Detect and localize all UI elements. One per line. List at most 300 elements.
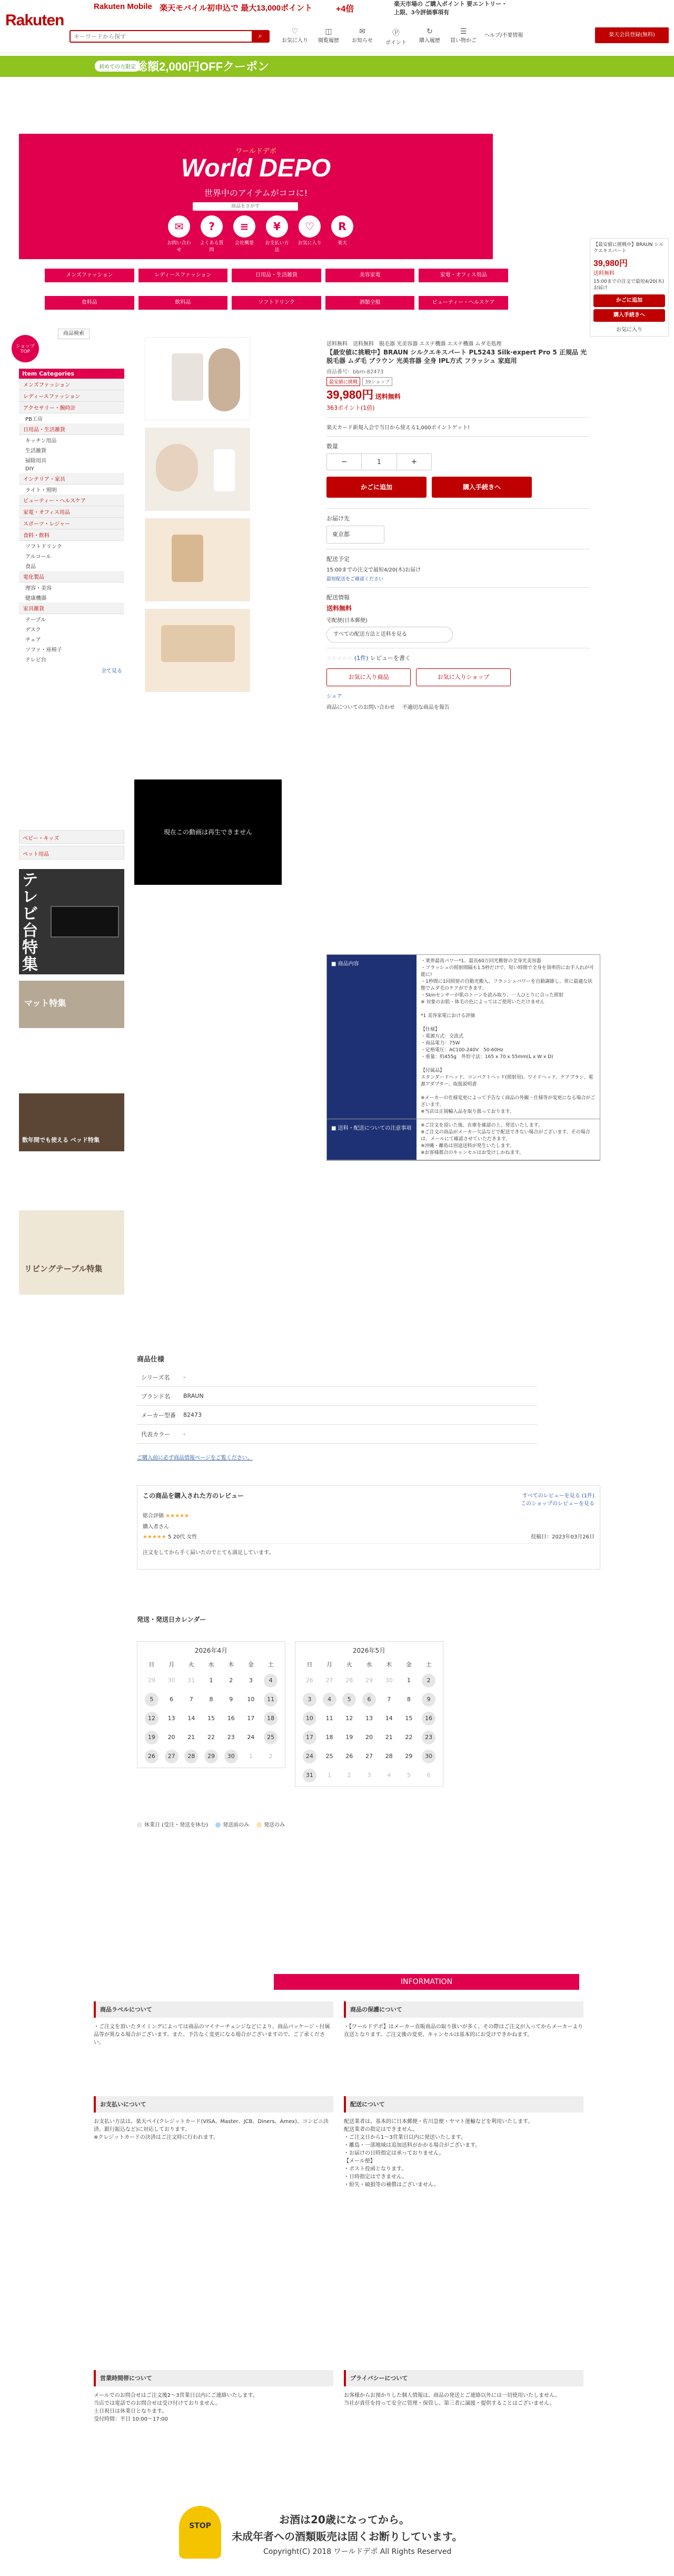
header-nav-label: 購入履歴	[419, 38, 440, 44]
sidebar-item[interactable]: キッチン用品	[25, 438, 57, 444]
sticky-purchase-box	[590, 238, 669, 337]
sidebar	[19, 369, 124, 676]
info-box-title: 配送について	[344, 2096, 583, 2113]
calendar-day: 11	[264, 1693, 277, 1706]
header-nav-item[interactable]	[380, 27, 412, 46]
calendar-day: 27	[325, 1677, 333, 1684]
delivery-text: 15:00までの注文で最短4/20(木)お届け	[326, 567, 421, 573]
buy-now-button[interactable]: 購入手続きへ	[432, 477, 532, 498]
header-nav-label: 閲覧履歴	[318, 38, 339, 44]
product-image-3[interactable]	[145, 518, 250, 601]
overall-label: 総合評価	[143, 1513, 164, 1519]
category-button[interactable]: 日用品・生活雑貨	[232, 269, 321, 282]
tv-stand-text: テレビ台特集	[22, 872, 38, 973]
shop-top-badge[interactable]: ショップ TOP	[12, 335, 39, 362]
calendar-day: 5	[342, 1693, 356, 1706]
calendar-day: 1	[328, 1772, 332, 1779]
product-points: 363ポイント(1倍)	[326, 404, 375, 411]
info-box	[94, 2096, 333, 2141]
calendar-day: 26	[145, 1750, 158, 1763]
sidebar-item[interactable]: 生活雑貨	[25, 448, 46, 454]
sidebar-group[interactable]: 食料・飲料	[19, 529, 124, 541]
plus-icon[interactable]: +	[411, 458, 418, 466]
calendar-day: 18	[264, 1712, 277, 1725]
sidebar-item[interactable]: ライト・照明	[25, 488, 57, 494]
banner-icon-label: お問い合わせ	[167, 241, 191, 253]
header-nav-icon: ☰	[460, 27, 467, 36]
banner-search[interactable]: 商品をさがす	[193, 202, 298, 211]
calendar-day: 3	[303, 1693, 316, 1706]
region-label: お届け先	[326, 515, 350, 522]
review-title: この商品を購入された方のレビュー	[143, 1492, 244, 1499]
info-box-text: メールでのお問合せはご注文後2〜3営業日以内にご連絡いたします。 当店では電話でのお問合せは受け付けておりません。 土日祝日は休業日となります。 受付時間：平日 10:00〜17:00	[94, 2393, 258, 2422]
calendar-weekday: 金	[405, 1661, 412, 1668]
info-box	[344, 2096, 583, 2189]
legend-label: 発送のみ	[263, 1822, 285, 1828]
calendar-day: 29	[405, 1753, 413, 1760]
search-icon[interactable]: ⌕	[252, 31, 269, 42]
banner-icon: ?	[201, 215, 223, 238]
calendar-day: 9	[229, 1696, 233, 1703]
calendar-day: 10	[247, 1696, 255, 1703]
info-box-text: お支払い方法は、楽天ペイ(クレジットカード(VISA、Master、JCB、Diners、Amex)、コンビニ決済、銀行振込など)に対応しております。 ※クレジットカードの決済はご注文時に行われます。	[94, 2119, 329, 2140]
calendar-day: 28	[184, 1750, 198, 1763]
category-button[interactable]: メンズファッション	[45, 269, 134, 282]
calendar-day: 5	[407, 1772, 411, 1779]
calendar-day: 8	[407, 1696, 411, 1703]
description-key: ■ 商品内容	[327, 955, 417, 1119]
calendar-day: 22	[207, 1734, 215, 1741]
product-price: 39,980円	[326, 388, 374, 401]
calendar-day: 12	[145, 1712, 158, 1725]
legend-swatch	[215, 1822, 221, 1828]
review-rating: 5	[168, 1534, 172, 1540]
calendar-day: 25	[325, 1753, 333, 1760]
calendar-weekday: 日	[148, 1661, 155, 1668]
calendar-day: 2	[347, 1772, 351, 1779]
description-row	[327, 955, 600, 1119]
spec-key: メーカー型番	[141, 1412, 176, 1419]
living-table-banner[interactable]	[19, 1210, 124, 1295]
product-image-1[interactable]	[145, 337, 250, 420]
category-button[interactable]: 美容家電	[325, 269, 415, 282]
calendar-day: 6	[362, 1693, 376, 1706]
calendar-day: 30	[167, 1677, 175, 1684]
top-header	[0, 0, 674, 46]
calendar-day: 19	[345, 1734, 353, 1741]
product-breadcrumb[interactable]: 送料無料 送料無料 脱毛器 光美容器 エステ機器 エステ機器 ムダ毛処理	[326, 341, 502, 347]
tv-stand-banner[interactable]	[19, 869, 124, 974]
sidebar-item[interactable]: PB工房	[25, 417, 43, 422]
calendar-day: 23	[422, 1731, 435, 1744]
header-nav-label: 買い物かご	[450, 38, 477, 44]
banner-icon-item[interactable]	[166, 215, 192, 253]
calendar-day: 28	[345, 1677, 353, 1684]
banner-icon-label: 会社概要	[234, 241, 254, 246]
spec-key: ブランド名	[141, 1393, 170, 1400]
sticky-price: 39,980円	[593, 259, 628, 268]
search-input[interactable]	[71, 31, 250, 42]
calendar-day: 17	[303, 1731, 316, 1744]
calendar-day: 30	[385, 1677, 393, 1684]
product-image-2[interactable]	[145, 428, 250, 511]
calendar-day: 10	[303, 1712, 316, 1725]
banner-icon: ♡	[299, 215, 321, 238]
category-row-1	[45, 269, 508, 282]
calendar-day: 21	[385, 1734, 393, 1741]
sidebar-group[interactable]: 日用品・生活雑貨	[19, 423, 124, 435]
calendar-day: 12	[345, 1715, 353, 1722]
sidebar-item[interactable]: チェア	[25, 637, 41, 643]
review-date: 投稿日：2023年03月26日	[531, 1534, 594, 1540]
banner-icon-item[interactable]	[330, 215, 355, 253]
calendar-day: 2	[269, 1753, 273, 1760]
banner-icon-label: お支払い方法	[265, 241, 289, 253]
search-bar	[70, 30, 270, 43]
sidebar-item[interactable]: 掃除用具	[25, 458, 46, 464]
category-button[interactable]: 食料品	[45, 296, 134, 310]
calendar-day: 7	[189, 1696, 193, 1703]
shipping-calendar	[137, 1615, 537, 1878]
spec-row	[137, 1368, 537, 1387]
quantity-value[interactable]: 1	[361, 454, 397, 470]
review-age: 20代 女性	[173, 1534, 197, 1540]
info-box-title: プライバシーについて	[344, 2370, 583, 2386]
calendar-weekday: 土	[267, 1661, 274, 1668]
spec-value: 82473	[183, 1412, 202, 1418]
calendar-weekday: 水	[208, 1661, 214, 1668]
calendar-weekday: 土	[425, 1661, 432, 1668]
calendar-weekday: 火	[188, 1661, 194, 1668]
calendar-month-label: 2026年4月	[194, 1647, 228, 1654]
sticky-buy-button[interactable]: 購入手続きへ	[593, 309, 665, 322]
info-box	[344, 2001, 583, 2039]
info-boxes	[94, 2001, 583, 2496]
calendar-day: 6	[427, 1772, 431, 1779]
calendar-weekday: 日	[306, 1661, 313, 1668]
calendar-weekday: 火	[346, 1661, 352, 1668]
header-nav-item[interactable]	[414, 27, 445, 43]
info-box-title: お支払いについて	[94, 2096, 333, 2113]
category-button[interactable]: 家電・オフィス用品	[419, 269, 508, 282]
calendar-day: 29	[365, 1677, 373, 1684]
sidebar-header: Item Categories	[19, 369, 124, 379]
sidebar-groups	[19, 379, 124, 664]
info-box	[94, 2370, 333, 2423]
sidebar-search-button[interactable]: 商品検索	[58, 329, 90, 339]
coupon-pill: 初めての方限定	[95, 61, 140, 72]
product-title: 【最安値に挑戦中】BRAUN シルクエキスパート PL5243 Silk·expert Pro 5 正規品 光脱毛器 ムダ毛 ブラウン 光美容器 全身 IPL方式 フラッシュ 家庭用	[326, 349, 587, 364]
calendar-day: 3	[249, 1677, 253, 1684]
info-box-title: 商品の保護について	[344, 2001, 583, 2018]
sidebar-group[interactable]: 家電・オフィス用品	[19, 506, 124, 518]
info-box-text: ・【ワールドデポ】はメーカー直販商品の取り扱いが多く、その際はご注文が入ってからメーカーより直送となります。ご注文後の変更、キャンセルは基本的にお受けできかねます。	[344, 2024, 583, 2038]
add-to-cart-button[interactable]: かごに追加	[326, 477, 427, 498]
minus-icon[interactable]: −	[341, 458, 348, 466]
calendar-day: 16	[422, 1712, 435, 1725]
calendar-day: 13	[365, 1715, 373, 1722]
product-image-4[interactable]	[145, 609, 250, 692]
spec-value: -	[183, 1430, 185, 1437]
category-button[interactable]: 飲料品	[138, 296, 228, 310]
description-row	[327, 1119, 600, 1160]
banner-icon-label: よくある質問	[200, 241, 224, 253]
coupon-text: 総額2,000円OFFクーポン	[136, 60, 270, 73]
info-box-title: 商品ラベルについて	[94, 2001, 333, 2018]
calendar-day: 11	[325, 1715, 333, 1722]
shop-logo[interactable]: World DEPO	[181, 154, 331, 182]
calendar-day: 6	[170, 1696, 174, 1703]
calendar-title: 発送・発送日カレンダー	[137, 1616, 206, 1623]
calendar-grid	[142, 1660, 281, 1763]
calendar-day: 28	[385, 1753, 393, 1760]
review-body: 注文をしてから手く届いたのでとても満足しています。	[143, 1550, 274, 1556]
category-button[interactable]: レディースファッション	[138, 269, 228, 282]
product-sku: 商品番号：bbrn-82473	[326, 369, 384, 375]
review-count[interactable]: (1件)	[354, 655, 369, 662]
description-value: ・業界最高パワー*1、最長60万回光搬射の全身光美容器 ・フラッシュの照射間隔も1.5秒だけで、短い時間で全身を効率的にお手入れが可能に! ・1秒間に1回照射の自動光搬入、フラッシュパワーを自動調節し、常に最適な状態でムダ毛のケアができます。 ・Skinセンサーが肌のトーンを読み取り、一人ひとりに合った照射 ※ 対象のお肌・体毛の色によってはご使用いただけません *1 美容家電における評価 【仕様】 ・電源方式：交流式 ・商品電力：75W ・定格電圧：AC100-240V 50-60Hz ・重量：約455g 外形寸法：165 x 70 x 55mm(L x W x D) 【付属品】 スタンダードヘッド、コンパクトヘッド(照射用)、ワイドヘッド、ケアブラシ、電源アダプター、取扱説明書 ※メーカーの仕様変更によって予告なく商品の外観・仕様等が変更になる場合がございます。 ※当店は正規輸入品を取り扱っております。	[421, 959, 596, 1114]
calendar-day: 4	[264, 1674, 277, 1687]
sidebar-item[interactable]: テレビ台	[25, 657, 46, 663]
legend-label: 休業日 (受注・発送を休む)	[144, 1822, 208, 1828]
sidebar-group[interactable]: メンズファッション	[19, 379, 124, 390]
sidebar-item[interactable]: デスク	[25, 627, 41, 633]
banner-icon-item[interactable]	[297, 215, 322, 253]
spec-key: 代表カラー	[141, 1430, 170, 1438]
report-link[interactable]: 不適切な商品を報告	[402, 705, 450, 710]
banner-icon-item[interactable]	[264, 215, 290, 253]
spec-title: 商品仕様	[137, 1356, 165, 1364]
sidebar-item[interactable]: 理容・美容	[25, 586, 52, 591]
legend-item	[256, 1820, 285, 1828]
banner-icon: ¥	[266, 215, 288, 238]
spec-row	[137, 1387, 537, 1406]
header-nav-item[interactable]	[279, 27, 311, 43]
calendar-day: 24	[247, 1734, 255, 1741]
header-nav-icon: ♡	[291, 27, 299, 36]
calendar-day: 22	[405, 1734, 413, 1741]
sidebar-item[interactable]: ソフトドリンク	[25, 544, 62, 550]
calendar-may	[295, 1641, 443, 1787]
spec-value: -	[183, 1374, 185, 1380]
calendar-day: 20	[167, 1734, 175, 1741]
sidebar-item[interactable]: アルコール	[25, 554, 52, 560]
calendar-weekday: 木	[228, 1661, 234, 1668]
shipfee-value: 送料無料	[326, 605, 352, 612]
footer	[179, 2506, 548, 2564]
sidebar-group[interactable]: レディースファッション	[19, 390, 124, 402]
spec-link[interactable]: ご購入前に必ず商品情報ページをご覧ください。	[137, 1455, 253, 1461]
sidebar-group[interactable]: アクセサリー・腕時計	[19, 402, 124, 413]
header-nav-label: お気に入り	[282, 38, 308, 44]
ship-method-select[interactable]: すべての配送方法と送料を見る	[326, 627, 453, 643]
review-all-link[interactable]: すべてのレビューを見る (1件)	[522, 1493, 594, 1499]
banner-icon: ≡	[233, 215, 255, 238]
header-nav-icon: ↻	[427, 27, 433, 36]
promo-plus: +4倍	[336, 5, 354, 14]
promo-banner[interactable]	[94, 0, 652, 19]
sidebar-item[interactable]: 健康機器	[25, 596, 46, 601]
info-box-text: ・ご注文を頂いたタイミングによっては商品のマイナーチェンジなどにより、商品パッケージ・付属品等が異なる場合がございます。また、予告なく変更になる場合がございますので、ご了承ください。	[94, 2024, 330, 2046]
category-button[interactable]: ソフトドリンク	[232, 296, 321, 310]
calendar-day: 29	[147, 1677, 155, 1684]
calendar-day: 4	[387, 1772, 391, 1779]
sidebar-item[interactable]: DIY	[25, 466, 34, 472]
calendar-month-label: 2026年5月	[352, 1647, 386, 1654]
calendar-day: 19	[145, 1731, 158, 1744]
favorite-shop-button[interactable]: お気に入りショップ	[416, 668, 511, 686]
legend-swatch	[256, 1822, 262, 1828]
banner-icon-label: お気に入り	[298, 241, 322, 246]
coupon-banner[interactable]	[0, 56, 674, 77]
sidebar-pet[interactable]: ペット用品	[19, 846, 124, 860]
header-nav-item[interactable]	[448, 27, 479, 43]
legend-label: 発送前のみ	[222, 1822, 249, 1828]
mat-text: マット特集	[24, 999, 66, 1008]
badge-39shop: 39ショップ	[362, 377, 392, 386]
calendar-day: 24	[303, 1750, 316, 1763]
sidebar-group[interactable]: ビューティー・ヘルスケア	[19, 495, 124, 506]
info-title: INFORMATION	[274, 1974, 579, 1990]
banner-icon: ✉	[168, 215, 190, 238]
sticky-fav-button[interactable]: お気に入り	[616, 327, 642, 333]
calendar-day: 27	[165, 1750, 179, 1763]
sidebar-group[interactable]: インテリア・家具	[19, 473, 124, 485]
header-nav-icon: ◫	[325, 27, 332, 36]
header-nav-label: ポイント	[385, 40, 407, 46]
header-nav-item[interactable]	[346, 27, 378, 43]
copyright: Copyright(C) 2018 ワールドデポ All Rights Reserved	[263, 2548, 452, 2556]
category-button[interactable]: 酒類全般	[325, 296, 415, 310]
bed-text: 数年間でも使える ベッド特集	[22, 1137, 100, 1143]
qty-label: 数量	[326, 443, 338, 450]
calendar-day: 27	[365, 1753, 373, 1760]
legend-swatch	[137, 1822, 142, 1828]
calendar-day: 29	[204, 1750, 218, 1763]
info-box	[344, 2370, 583, 2407]
sidebar-item[interactable]: 食品	[25, 564, 36, 570]
info-box-text: 配送業者は、基本的に日本郵便・佐川急便・ヤマト運輸などを利用いたします。 配送業者の指定はできません。 ・ご注文日から1〜3営業日以内に発送いたします。 ・離島・一部地域は追加送料がかかる場合がございます。 ・お届けの日時指定は承っておりません。 【メール便】 ・ポスト投函となります。 ・日時指定はできません。 ・紛失・破損等の補償はございません。	[344, 2119, 533, 2188]
sidebar-more-link[interactable]: 全て見る	[101, 668, 122, 674]
inquiry-link[interactable]: 商品についてのお問い合わせ	[326, 705, 395, 710]
sidebar-group[interactable]: スポーツ・レジャー	[19, 518, 124, 529]
product-info: 送料無料 送料無料 脱毛器 光美容器 エステ機器 エステ機器 ムダ毛処理 【最安値に挑戦中】BRAUN シルクエキスパート PL5243 Silk·expert Pro 5 正規品 光脱毛器 ムダ毛 ブラウン 光美容器 全身 IPL方式 フラッシュ 家庭用 商品番号：bbrn-82473 最安値に挑戦 39ショップ 39,980円 送料無料 363ポイント(1倍) 楽天カード新規入会で当日から使える1,000ポイントゲット! 数量 − 1 + かごに追加 購入手続きへ お届け先 東京都 配送予定 15:00までの注文で最短4/20(木)お届け 最短配送をご確認ください 配送情報 送料無料 宅配便(日本郵便) すべての配送方法と送料を見る ☆☆☆☆☆ (1件) レビューを書く お気に入り商品 お気に入りショップ シェア 商品についてのお問い合わせ 不適切な商品を報告	[326, 339, 590, 710]
spec-key: シリーズ名	[141, 1374, 170, 1381]
product-video[interactable]: 現在この動画は再生できません	[134, 779, 282, 885]
calendar-day: 9	[422, 1693, 435, 1706]
sidebar-baby[interactable]: ベビー・キッズ	[19, 830, 124, 844]
calendar-day: 13	[167, 1715, 175, 1722]
sidebar-item[interactable]: ソファ・座椅子	[25, 647, 62, 653]
description-table	[326, 954, 600, 1161]
register-button[interactable]: 楽天会員登録(無料)	[595, 27, 669, 43]
write-review-link[interactable]: レビューを書く	[370, 655, 411, 662]
calendar-weekday: 木	[386, 1661, 392, 1668]
category-row-2	[45, 296, 508, 310]
sticky-title: 【最安値に挑戦中】BRAUN シルクエキスパート	[593, 242, 664, 254]
sidebar-group[interactable]: 電化製品	[19, 571, 124, 583]
calendar-day: 7	[387, 1696, 391, 1703]
badge-lowest: 最安値に挑戦	[326, 377, 360, 386]
calendar-day: 31	[187, 1677, 195, 1684]
calendar-weekday: 水	[366, 1661, 372, 1668]
banner-sub: ワールドデポ	[235, 147, 276, 155]
banner-icon-item[interactable]	[199, 215, 224, 253]
sidebar-item[interactable]: テーブル	[25, 617, 46, 623]
calendar-day: 25	[264, 1731, 277, 1744]
help-link[interactable]: ヘルプ/不要情報	[484, 33, 523, 38]
category-button[interactable]: ビューティー・ヘルスケア	[419, 296, 508, 310]
review-shop-link[interactable]: このショップのレビューを見る	[521, 1501, 594, 1507]
sticky-ship: 送料無料	[593, 271, 614, 277]
footer-line-1: お酒は20歳になってから。	[279, 2513, 410, 2526]
info-box-text: お客様からお預かりした個人情報は、商品の発送とご連絡以外には一切使用いたしません。 当社が責任を持って安全に管理・保管し、第三者に譲渡・提供することはございません。	[344, 2393, 560, 2406]
favorite-item-button[interactable]: お気に入り商品	[326, 668, 411, 686]
calendar-grid	[300, 1660, 439, 1782]
header-nav-icon: Ⓟ	[392, 29, 400, 37]
info-box	[94, 2001, 333, 2047]
calendar-april	[137, 1641, 285, 1768]
calendar-day: 14	[385, 1715, 393, 1722]
card-note[interactable]: 楽天カード新規入会で当日から使える1,000ポイントゲット!	[326, 425, 470, 431]
description-value: ※ご注文を頂いた後、在庫を確認の上、発送いたします。 ※ご注文の商品がメーカー欠品などで配送できない場合がございます。その場合は、メールにて確認させていただきます。 ※沖縄・離島は別途送料が発生いたします。 ※お客様都合のキャンセルはお受けしかねます。	[421, 1123, 590, 1156]
calendar-day: 15	[207, 1715, 215, 1722]
banner-icon-item[interactable]	[232, 215, 257, 253]
calendar-day: 5	[145, 1693, 158, 1706]
quantity-stepper[interactable]	[326, 453, 432, 470]
calendar-day: 30	[422, 1750, 435, 1763]
header-nav	[279, 27, 479, 46]
header-nav-icon: ✉	[359, 27, 365, 36]
banner-slogan: 世界中のアイテムがココに!	[204, 188, 308, 198]
sidebar-group[interactable]: 家具雑貨	[19, 603, 124, 614]
spec-section	[137, 1354, 537, 1461]
calendar-day: 8	[209, 1696, 213, 1703]
banner-icon-label: 楽天	[337, 241, 347, 246]
calendar-day: 21	[187, 1734, 195, 1741]
review-section: この商品を購入された方のレビュー すべてのレビューを見る (1件) このショップのレビューを見る 総合評価 ★★★★★ 購入者さん ★★★★★ 5 20代 女性 投稿日：2023年03月26日 注文をしてから手く届いたのでとても満足しています。	[137, 1485, 600, 1570]
calendar-day: 2	[229, 1677, 233, 1684]
reviewer-name: 購入者さん	[143, 1524, 169, 1530]
calendar-day: 18	[325, 1734, 333, 1741]
info-box-title: 営業時間帯について	[94, 2370, 333, 2386]
calendar-day: 17	[247, 1715, 255, 1722]
mat-banner[interactable]	[19, 981, 124, 1028]
calendar-day: 1	[249, 1753, 253, 1760]
living-table-text: リビングテーブル特集	[24, 1265, 103, 1274]
stop-hand-icon: STOP	[179, 2506, 221, 2559]
calendar-day: 31	[303, 1769, 316, 1782]
calendar-day: 1	[209, 1677, 213, 1684]
share-link[interactable]: シェア	[326, 694, 342, 699]
header-nav-label: お知らせ	[352, 38, 373, 44]
calendar-weekday: 月	[326, 1661, 333, 1668]
sticky-cart-button[interactable]: かごに追加	[593, 294, 665, 307]
spec-row	[137, 1425, 537, 1444]
header-nav-item[interactable]	[313, 27, 344, 43]
bed-banner[interactable]	[19, 1093, 124, 1151]
spec-row	[137, 1406, 537, 1425]
calendar-day: 1	[407, 1677, 411, 1684]
spec-rows	[137, 1368, 537, 1444]
delivery-note[interactable]: 最短配送をご確認ください	[326, 577, 384, 582]
shipfee-label: 配送情報	[326, 594, 350, 601]
rakuten-logo[interactable]: Rakuten	[5, 12, 64, 29]
region-select[interactable]: 東京都	[326, 526, 384, 544]
calendar-day: 30	[224, 1750, 238, 1763]
footer-line-2: 未成年者への酒類販売は固くお断りしています。	[232, 2530, 463, 2543]
delivery-label: 配送予定	[326, 556, 350, 562]
